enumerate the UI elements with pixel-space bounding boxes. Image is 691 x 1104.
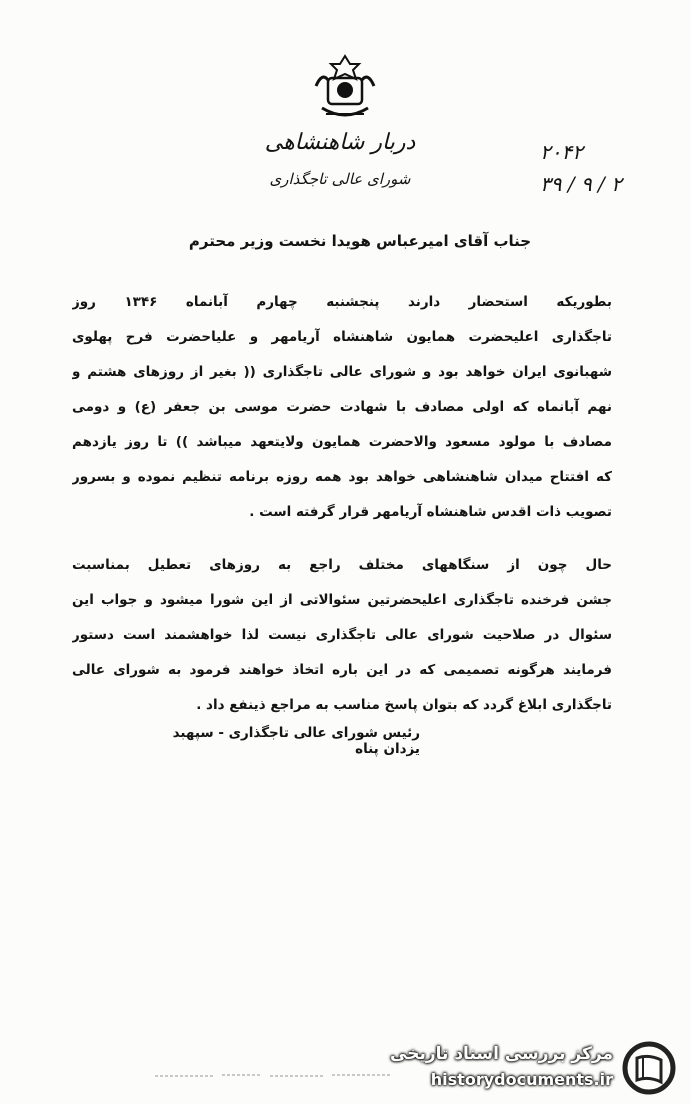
letter-date: ۳۹ / ۹ / ۲	[540, 172, 622, 196]
faded-stamp-line	[150, 1068, 400, 1082]
archive-watermark	[390, 1036, 677, 1096]
court-title: دربار شاهنشاهی	[264, 130, 416, 155]
body-line: مصادف با مولود مسعود والاحضرت همایون ولایتعهد میباشد )) تا روز یازدهم	[72, 434, 612, 450]
letter-body	[72, 285, 612, 723]
royal-emblem-icon	[312, 52, 378, 124]
body-line: سئوال در صلاحیت شورای عالی تاجگذاری نیست لذا خواهشمند است دستور	[72, 627, 612, 643]
addressee: جناب آقای امیرعباس هویدا نخست وزیر محترم	[188, 232, 532, 250]
archive-url: historydocuments.ir	[430, 1070, 613, 1089]
body-line: که افتتاح میدان شاهنشاهی خواهد بود همه روزه برنامه تنظیم نموده و بسرور	[72, 469, 612, 485]
paragraph	[72, 285, 612, 530]
council-title: شورای عالی تاجگذاری	[269, 170, 411, 188]
paragraph	[72, 548, 612, 723]
body-line: حال چون از سنگاههای مختلف راجع به روزهای تعطیل بمناسبت	[72, 557, 612, 573]
signature: رئیس شورای عالی تاجگذاری - سپهبد یزدان پناه	[172, 725, 420, 757]
body-line: تاجگذاری ابلاغ گردد که بتوان پاسخ مناسب به مراجع ذینفع داد .	[196, 697, 612, 713]
letter-number: ۲۰۴۲	[540, 140, 583, 164]
body-line: جشن فرخنده تاجگذاری اعلیحضرتین سئوالاتی از این شورا میشود و جواب این	[72, 592, 612, 608]
archive-logo-icon	[621, 1040, 677, 1096]
body-line: فرمایند هرگونه تصمیمی که در این باره اتخاذ خواهند فرمود به شورای عالی	[72, 662, 612, 678]
body-line: تصویب ذات اقدس شاهنشاه آریامهر قرار گرفته است .	[249, 504, 612, 520]
body-line: شهبانوی ایران خواهد بود و شورای عالی تاجگذاری (( بغیر از روزهای هشتم و	[72, 364, 612, 380]
body-line: تاجگذاری اعلیحضرت همایون شاهنشاه آریامهر و علیاحضرت فرح پهلوی	[72, 329, 612, 345]
body-line: بطوریکه استحضار دارند پنجشنبه چهارم آبانماه ۱۳۴۶ روز	[72, 294, 612, 310]
archive-name: مرکز بررسی اسناد تاریخی	[390, 1044, 613, 1064]
body-line: نهم آبانماه که اولی مصادف با شهادت حضرت موسی بن جعفر (ع) و دومی	[72, 399, 612, 415]
